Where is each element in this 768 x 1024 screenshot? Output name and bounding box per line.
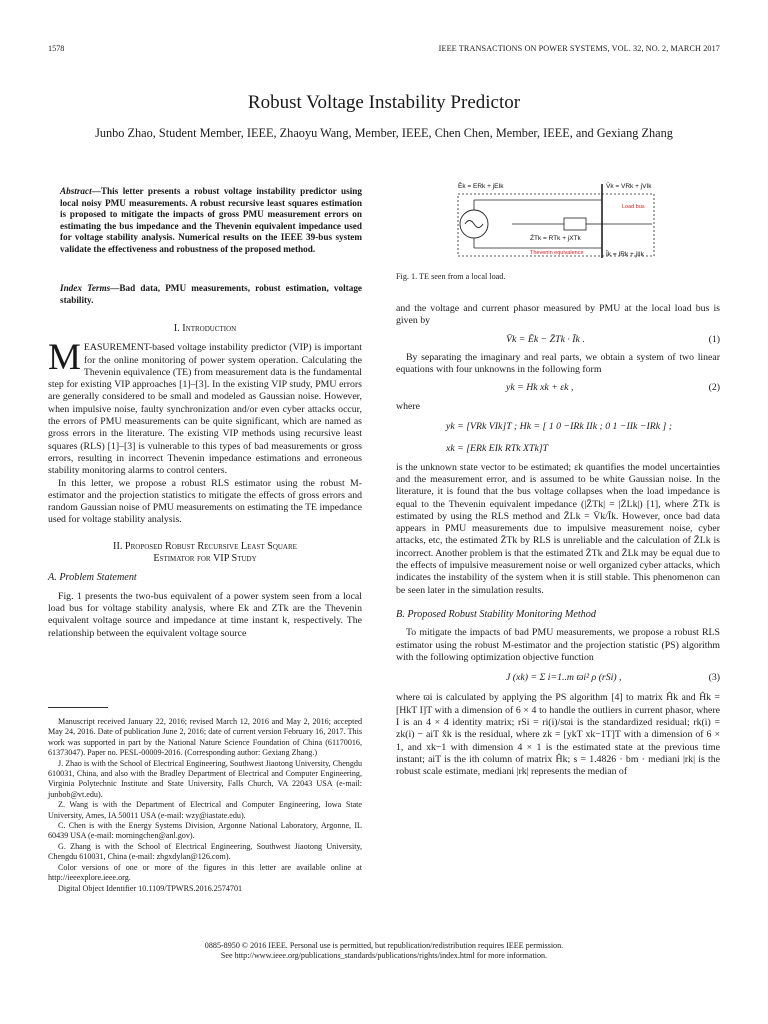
footnote-3: Z. Wang is with the Department of Electrical and Computer Engineering, Iowa State University, Ames, IA 50011 USA (e-mail: wzy@iastate.edu). (48, 800, 362, 820)
footnote-7: Digital Object Identifier 10.1109/TPWRS.2016.2574701 (58, 883, 243, 893)
abstract-text: This letter presents a robust voltage instability predictor using local noisy PMU measurements. A robust recursive least squares estimation is proposed to mitigate the impacts of gross PMU measurement errors on estimating the bus impedance and the Thevenin equivalent impedance used for voltage stability analysis. Numerical results on the IEEE 39-bus system validate the effectiveness and robustness of the proposed method. (60, 186, 362, 254)
where-label: where (396, 400, 420, 412)
equation-y-h (396, 421, 720, 433)
intro-paragraph-1: EASUREMENT-based voltage instability predictor (VIP) is important for the online monitoring of power system operation. Calculating the Thevenin equivalence (TE) from measurement data is the fundamental step for existing VIP approaches [1]–[3]. In the existing VIP study, PMU errors are generally considered to be small and modeled as Gaussian noise. However, when impulsive noise, faulty synchronization and/or even cyber attacks occur, the errors of PMU measurements can be quite significant, which are named as gross errors in the literature. The existing VIP methods using recursive least squares (RLS) [1]–[3] is vulnerable to this types of bad measurements or gross errors, resulting in incorrect Thevenin impedance estimations and erroneous stability monitoring alarms to control centers. (48, 342, 362, 477)
label-impedance: Z̄Tk = RTk + jXTk (530, 235, 581, 242)
equation-1 (396, 334, 720, 346)
right-paragraph-5: where ϖi is calculated by applying the PS algorithm [4] to matrix Ĥk and Ĥk = [HkT I]T with a dimension of 6 × 4 to handle the outliers in current phasor, where I is an 4 × 4 identity matrix; rSi = ri(i)/sϖi is the standardized residual; rk(i) = zk(i) − aiT x̂k is the residual, where zk = [ykT xk−1T]T with a dimension of 6 × 1, and xk−1 with dimension 4 × 1 is the estimated state at the previous time instant; aiT is the ith column of matrix Ĥk; s = 1.4826 · bm · mediani |rk| is the robust scale estimate, mediani |rk| represents the median of (396, 692, 720, 778)
figure-caption: Fig. 1. TE seen from a local load. (396, 272, 506, 281)
label-thevenin: Thevenin equivalence (530, 250, 584, 256)
impedance-icon (564, 218, 586, 230)
footnote-rule (48, 707, 108, 708)
equation-2-body: yk = Hk xk + εk , (506, 382, 574, 394)
section2-paragraph-1: Fig. 1 presents the two-bus equivalent of a power system seen from a local load bus for voltage stability analysis, where Ek and ZTk are the Thevenin equivalent voltage source and impedance at time instant k, respectively. The relationship between the equivalent voltage source (48, 590, 362, 639)
author-list: Junbo Zhao, Student Member, IEEE, Zhaoyu Wang, Member, IEEE, Chen Chen, Member, IEEE, and Gexiang Zhang (95, 126, 673, 140)
subsection-b-heading: B. Proposed Robust Stability Monitoring Method (396, 608, 596, 620)
equation-2-number: (2) (708, 382, 720, 394)
footnote-6: Color versions of one or more of the figures in this letter are available online at http://ieeexplore.ieee.org. (48, 862, 362, 883)
figure-1 (452, 178, 662, 260)
index-terms (60, 283, 362, 306)
circuit-diagram (452, 178, 662, 260)
page-number: 1578 (48, 44, 65, 53)
intro-heading: I. Introduction (173, 323, 237, 334)
equation-3 (396, 672, 720, 684)
footnote-5: G. Zhang is with the School of Electrical Engineering, Southwest Jiaotong University, Chengdu 610031, China (e-mail: zhgxdylan@126.com). (48, 841, 362, 862)
section2-heading-line2: Estimator for VIP Study (153, 553, 257, 565)
footnote-1: Manuscript received January 22, 2016; revised March 12, 2016 and May 2, 2016; accepted May 24, 2016. Date of publication June 2, 2016; date of current version February 16, 2017. This work was supported in part by the National Nature Science Foundation of China (61170016, 61373047). Paper no. PESL-00009-2016. (Corresponding author: Gexiang Zhang.) (48, 717, 362, 758)
dropcap: M (48, 337, 81, 379)
paper-title: Robust Voltage Instability Predictor (247, 92, 521, 113)
index-terms-text: Bad data, PMU measurements, robust estimation, voltage stability. (60, 283, 362, 305)
equation-1-body: V̄k = Ēk − Z̄Tk · Īk . (506, 333, 585, 345)
equation-1-number: (1) (708, 333, 720, 345)
copyright-notice (0, 941, 768, 962)
footnote-2: J. Zhao is with the School of Electrical Engineering, Southwest Jiaotong University, Chengdu 610031, China, and also with the Bradley Department of Electrical and Computer Engineering, Virginia Polytechnic Institute and State University, Falls Church, VA 22043 USA (e-mail: junbob@vt.edu). (48, 758, 362, 799)
footnotes (48, 717, 362, 894)
index-terms-label: Index Terms— (60, 283, 120, 293)
label-load-bus: Load bus (622, 204, 645, 210)
label-bus-voltage: V̄k = VRk + jVIk (606, 183, 652, 190)
equation-x (396, 443, 720, 455)
label-current: Īk = IRk + jIIk (606, 251, 644, 258)
right-paragraph-2: By separating the imaginary and real parts, we obtain a system of two linear equations with four unknowns in the following form (396, 351, 720, 376)
label-source-voltage: Ēk = ERk + jEIk (458, 183, 504, 190)
right-paragraph-4: To mitigate the impacts of bad PMU measurements, we propose a robust RLS estimator using the robust M-estimator and the projection statistic (PS) algorithm with the following optimization objective function (396, 627, 720, 663)
right-paragraph-3: is the unknown state vector to be estimated; εk quantifies the model uncertainties and the measurement error, and is assumed to be white Gaussian noise. In the literature, it is found that the bus voltage collapses when the load impedance is equal to the Thevenin equivalent impedance (|Z̄Tk| = |Z̄Lk|) [1], where Z̄Tk is estimated by using the RLS method and Z̄Lk = V̄k/Īk. However, once bad data appears in PMU measurements due to impulsive measurement noise, cyber attacks, etc, the estimated Z̄Tk by RLS is unreliable and the calculation of Z̄Lk is incorrect. Another problem is that the estimated Z̄Tk and Z̄Lk may be equal due to the effects of impulsive measurement noise or well organized cyber attacks, which indicates the instability of the system when it is still stable. This phenomenon can be seen later in the simulation results. (396, 461, 720, 596)
right-paragraph-1: and the voltage and current phasor measured by PMU at the local load bus is given by (396, 303, 720, 327)
equation-y-h-body: yk = [VRk VIk]T ; Hk = [ 1 0 −IRk IIk ; 0 1 −IIk −IRk ] ; (446, 421, 673, 433)
abstract-label: Abstract— (60, 186, 101, 196)
equation-x-body: xk = [ERk EIk RTk XTk]T (446, 443, 549, 455)
abstract (60, 186, 362, 255)
section2-heading-line1: II. Proposed Robust Recursive Least Square (113, 540, 297, 552)
journal-header: IEEE TRANSACTIONS ON POWER SYSTEMS, VOL. 32, NO. 2, MARCH 2017 (438, 44, 720, 53)
copyright-line-2: See http://www.ieee.org/publications_standards/publications/rights/index.html for more information. (220, 951, 548, 961)
intro-paragraph-2: In this letter, we propose a robust RLS estimator using the robust M-estimator and the projection statistics to mitigate the effects of gross errors and random Gaussian noise of PMU measurements on estimating the TE impedance used for voltage stability analysis. (48, 477, 362, 526)
left-column (48, 323, 362, 640)
sine-wave-icon (465, 221, 483, 228)
subsection-a-heading: A. Problem Statement (48, 572, 137, 584)
copyright-line-1: 0885-8950 © 2016 IEEE. Personal use is permitted, but republication/redistribution requires IEEE permission. (204, 941, 564, 950)
right-column (396, 303, 720, 779)
equation-3-number: (3) (708, 672, 720, 684)
footnote-4: C. Chen is with the Energy Systems Division, Argonne National Laboratory, Argonne, IL 60439 USA (e-mail: morningchen@anl.gov). (48, 821, 362, 841)
equation-3-body: J (xk) = Σ i=1..m ϖi² ρ (rSi) , (506, 672, 622, 684)
equation-2 (396, 382, 720, 394)
